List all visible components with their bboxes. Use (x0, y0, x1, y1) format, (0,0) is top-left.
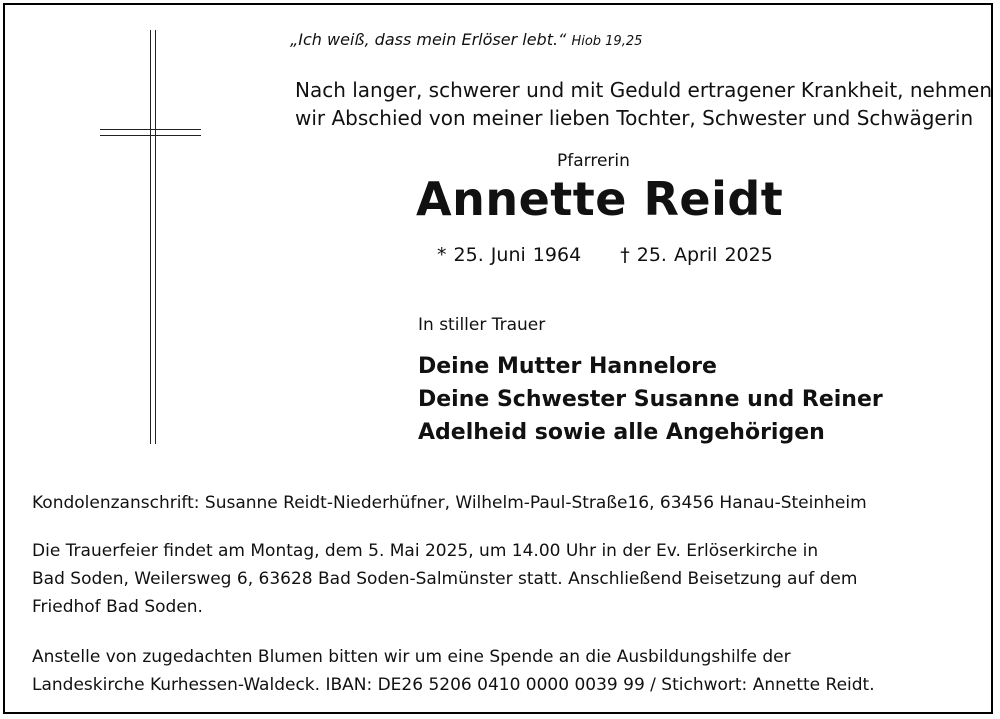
funeral-line: Bad Soden, Weilersweg 6, 63628 Bad Soden-Salmünster statt. Anschließend Beisetzung auf dem (32, 569, 858, 589)
funeral-line: Friedhof Bad Soden. (32, 597, 203, 617)
quote-reference: Hiob 19,25 (571, 34, 643, 49)
deceased-name: Annette Reidt (416, 172, 784, 226)
condolence-address: Kondolenzanschrift: Susanne Reidt-Niederhüfner, Wilhelm-Paul-Straße16, 63456 Hanau-Steinheim (32, 493, 867, 513)
cross-icon (150, 30, 156, 444)
mourners-list (418, 350, 883, 449)
deceased-title: Pfarrerin (557, 151, 630, 171)
intro-text (295, 76, 992, 132)
cross-bar (100, 129, 201, 136)
donation-info (32, 643, 875, 699)
funeral-line: Die Trauerfeier findet am Montag, dem 5. Mai 2025, um 14.00 Uhr in der Ev. Erlöserkirche in (32, 541, 819, 561)
birth-date: * 25. Juni 1964 (437, 244, 582, 266)
bible-quote (290, 30, 642, 49)
mourner-line: Adelheid sowie alle Angehörigen (418, 420, 825, 445)
mourner-line: Deine Mutter Hannelore (418, 354, 717, 379)
donation-line: Anstelle von zugedachten Blumen bitten wir um eine Spende an die Ausbildungshilfe der (32, 647, 791, 667)
mourning-intro: In stiller Trauer (418, 315, 546, 335)
quote-text: „Ich weiß, dass mein Erlöser lebt.“ (290, 30, 567, 49)
donation-line: Landeskirche Kurhessen-Waldeck. IBAN: DE26 5206 0410 0000 0039 99 / Stichwort: Annette Reidt. (32, 675, 875, 695)
intro-line: wir Abschied von meiner lieben Tochter, Schwester und Schwägerin (295, 106, 974, 130)
intro-line: Nach langer, schwerer und mit Geduld ertragener Krankheit, nehmen (295, 78, 992, 102)
death-date: † 25. April 2025 (620, 244, 773, 266)
life-dates (437, 244, 773, 266)
mourner-line: Deine Schwester Susanne und Reiner (418, 387, 883, 412)
funeral-info (32, 537, 857, 621)
